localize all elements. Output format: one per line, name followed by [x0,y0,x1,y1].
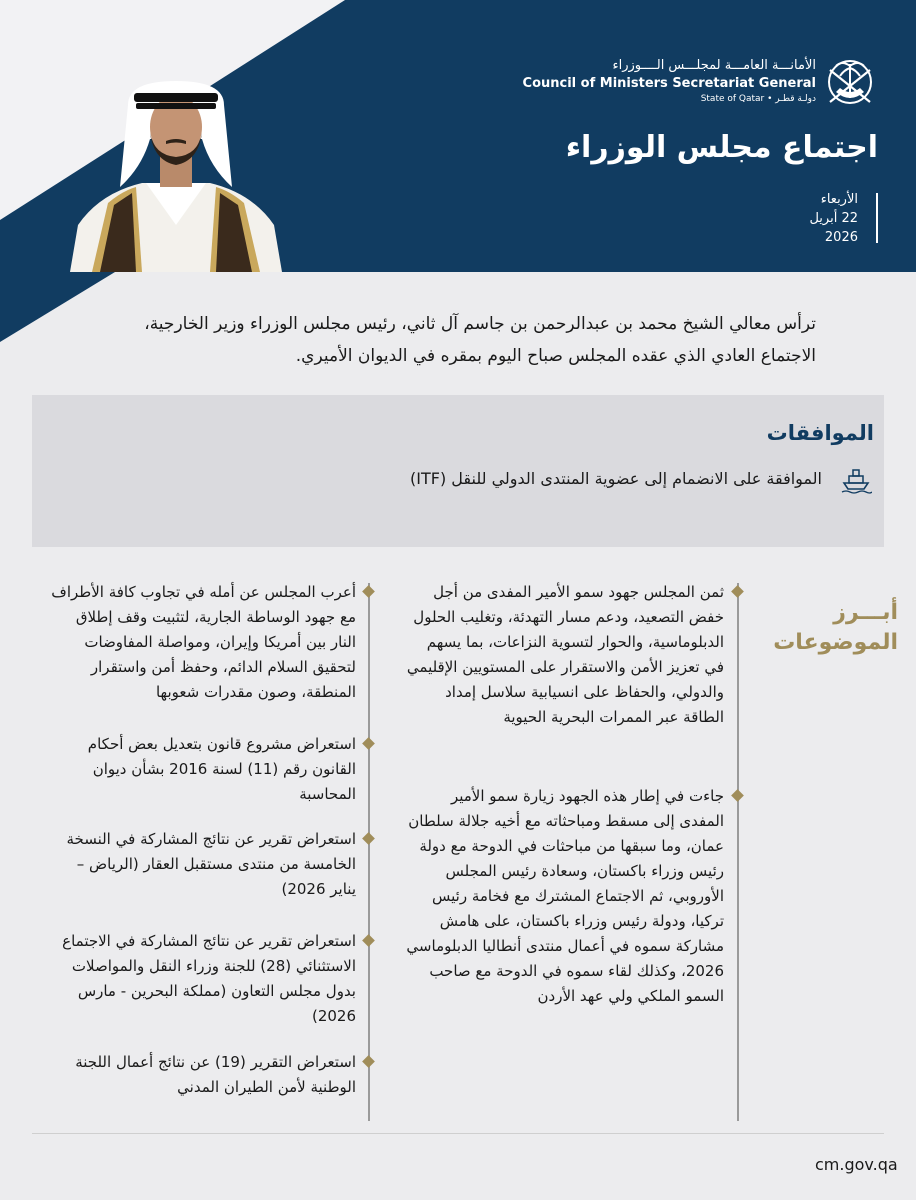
qatar-emblem-icon [824,52,876,114]
bullet-marker [362,934,375,947]
topic-item: استعراض تقرير عن نتائج المشاركة في النسخة الخامسة من منتدى مستقبل العقار (الرياض – يناير 2026) [66,830,356,898]
bullet-marker [731,585,744,598]
logo-state-text: State of Qatar • دولـة قطـر [700,94,816,104]
topics-title [773,598,898,658]
footer-divider [32,1133,884,1134]
bullet-marker [362,737,375,750]
bullet-marker [362,1055,375,1068]
bullet-marker [362,585,375,598]
left-column-divider [368,583,370,1121]
date-year: 2026 [824,230,858,245]
topic-item: ثمن المجلس جهود سمو الأمير المفدى من أجل خفض التصعيد، ودعم مسار التهدئة، وتغليب الحلول الدبلوماسية، والحوار لتسوية النزاعات، بما يسهم في تعزيز الأمن والاستقرار على المستويين الإقليمي والدولي، والحفاظ على انسيابية سلاسل إمداد الطاقة عبر الممرات البحرية الحيوية [406,583,724,726]
bullet-marker [731,789,744,802]
date-divider [876,193,878,243]
topic-item: استعراض تقرير عن نتائج المشاركة في الاجتماع الاستثنائي (28) للجنة وزراء النقل والمواصلات بدول مجلس التعاون (مملكة البحرين - مارس 2026) [62,932,356,1025]
header-banner [0,0,916,272]
approvals-panel [32,395,884,547]
bullet-marker [362,832,375,845]
intro-paragraph: ترأس معالي الشيخ محمد بن عبدالرحمن بن جاسم آل ثاني، رئيس مجلس الوزراء وزير الخارجية، الاجتماع العادي الذي عقده المجلس صباح اليوم بمقره في الديوان الأميري. [144,314,816,366]
topics-title-line1: أبـــرز [833,600,898,625]
topic-item: أعرب المجلس عن أمله في تجاوب كافة الأطراف مع جهود الوساطة الجارية، لتثبيت وقف إطلاق النار بين أمريكا وإيران، ومواصلة المفاوضات لتحقيق السلام الدائم، وحفظ أمن واستقرار المنطقة، وصون مقدرات شعوبها [51,583,356,701]
ship-icon [840,465,872,495]
topic-item: استعراض مشروع قانون بتعديل بعض أحكام القانون رقم (11) لسنة 2016 بشأن ديوان المحاسبة [87,735,356,803]
logo-arabic-text: الأمانـــة العامـــة لمجلـــس الــــوزراء [612,58,816,73]
date-day: الأربعاء [820,192,858,207]
approvals-title: الموافقات [766,421,874,445]
logo-english-text: Council of Ministers Secretariat General [522,76,816,91]
right-column-divider [737,583,739,1121]
topic-item: استعراض التقرير (19) عن نتائج أعمال اللجنة الوطنية لأمن الطيران المدني [75,1053,356,1096]
approval-item: الموافقة على الانضمام إلى عضوية المنتدى الدولي للنقل (ITF) [410,469,822,488]
date-day-month: 22 أبريل [809,211,858,226]
topic-item: جاءت في إطار هذه الجهود زيارة سمو الأمير المفدى إلى مسقط ومباحثاته مع أخيه جلالة سلطان عمان، وما سبقها من مباحثات في الدوحة مع دولة رئيس وزراء باكستان، وسعادة رئيس المجلس الأوروبي، ثم الاجتماع المشترك مع فخامة رئيس تركيا، ودولة رئيس وزراء باكستان، على هامش مشاركة سموه في أعمال منتدى أنطاليا الدبلوماسي 2026، وكذلك لقاء سموه في الدوحة مع صاحب السمو الملكي ولي عهد الأردن [406,787,724,1005]
page-title: اجتماع مجلس الوزراء [565,130,878,165]
topics-title-line2: الموضوعات [773,630,898,655]
meeting-date [809,190,858,247]
portrait-photo [70,75,282,272]
secretariat-logo [522,52,876,122]
footer-website-link[interactable]: cm.gov.qa [815,1155,898,1174]
